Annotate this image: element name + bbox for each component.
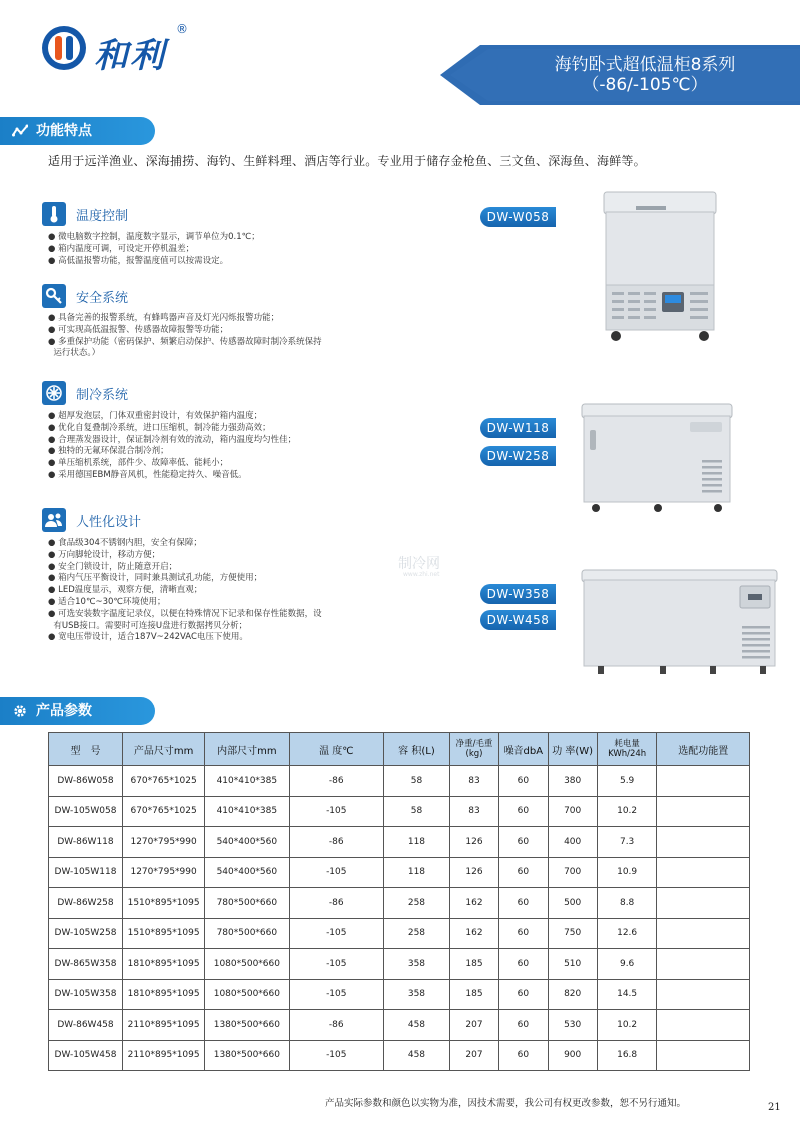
- table-cell: [657, 827, 750, 858]
- list-item: ● 宽电压带设计，适合187V~242VAC电压下使用。: [48, 632, 248, 643]
- table-cell: 1810*895*1095: [123, 949, 205, 980]
- table-cell: -86: [289, 827, 384, 858]
- table-cell: 1080*500*660: [205, 979, 289, 1010]
- table-cell: 700: [548, 796, 597, 827]
- page-number: 21: [768, 1102, 781, 1113]
- table-row: [49, 766, 750, 797]
- table-cell: 1810*895*1095: [123, 979, 205, 1010]
- list-item: ● 可选安装数字温度记录仪，以便在特殊情况下记录和保存性能数据，设: [48, 608, 322, 619]
- list-item: ● 安全门锁设计，防止随意开启；: [48, 561, 178, 572]
- users-icon: [42, 508, 66, 532]
- table-cell: 207: [449, 1010, 498, 1041]
- list-item: ● 食品级304不锈钢内胆，安全有保障；: [48, 538, 202, 548]
- list-item: ● 具备完善的报警系统，有蜂鸣器声音及灯光闪烁报警功能；: [48, 313, 280, 323]
- table-cell: [657, 979, 750, 1010]
- snowflake-icon: [42, 381, 66, 405]
- table-cell: DW-86W258: [49, 888, 123, 919]
- table-cell: 458: [384, 1040, 450, 1071]
- table-row: [49, 1040, 750, 1071]
- table-cell: 1270*795*990: [123, 827, 205, 858]
- table-cell: DW-86W458: [49, 1010, 123, 1041]
- product-image-w358-w458: [578, 566, 783, 678]
- list-item: ● 合理蒸发器设计，保证制冷剂有效的流动，箱内温度均匀性佳；: [48, 434, 297, 445]
- table-cell: [657, 888, 750, 919]
- table-cell: 185: [449, 949, 498, 980]
- table-cell: 60: [499, 979, 548, 1010]
- section-params-header: [0, 697, 155, 725]
- table-header-row: [49, 733, 750, 766]
- table-cell: 207: [449, 1040, 498, 1071]
- model-tag: DW-W358: [480, 584, 556, 604]
- model-tag: DW-W058: [480, 207, 556, 227]
- table-cell: 162: [449, 888, 498, 919]
- table-cell: 900: [548, 1040, 597, 1071]
- table-cell: [657, 857, 750, 888]
- table-cell: DW-105W118: [49, 857, 123, 888]
- feature-safety-list: [48, 313, 322, 360]
- table-cell: -105: [289, 1040, 384, 1071]
- table-cell: 126: [449, 857, 498, 888]
- table-cell: 162: [449, 918, 498, 949]
- list-item: ● 多重保护功能（密码保护、频繁启动保护、传感器故障时制冷系统保持: [48, 336, 322, 347]
- registered-mark: ®: [176, 22, 188, 36]
- brand-name: 和利: [94, 36, 166, 76]
- table-cell: 540*400*560: [205, 827, 289, 858]
- table-row: [49, 1010, 750, 1041]
- table-cell: 60: [499, 857, 548, 888]
- table-cell: 118: [384, 857, 450, 888]
- table-cell: 60: [499, 1010, 548, 1041]
- feature-title: 人性化设计: [76, 515, 142, 530]
- table-cell: 10.9: [597, 857, 657, 888]
- table-cell: [657, 1040, 750, 1071]
- list-item: ● 万向脚轮设计，移动方便；: [48, 549, 161, 560]
- table-cell: 10.2: [597, 796, 657, 827]
- table-cell: DW-86W118: [49, 827, 123, 858]
- list-item: ● 独特的无氟环保混合制冷剂；: [48, 446, 169, 457]
- table-cell: 750: [548, 918, 597, 949]
- table-cell: 1380*500*660: [205, 1040, 289, 1071]
- col-energy: 耗电量 KWh/24h: [597, 733, 657, 766]
- feature-user-design-list: [48, 538, 322, 644]
- table-cell: 530: [548, 1010, 597, 1041]
- table-cell: 60: [499, 888, 548, 919]
- table-cell: 83: [449, 796, 498, 827]
- list-item: ● 可实现高低温报警、传感器故障报警等功能；: [48, 324, 229, 335]
- intro-text: 适用于远洋渔业、深海捕捞、海钓、生鲜料理、酒店等行业。专业用于储存金枪鱼、三文鱼、深海鱼、海鲜等。: [48, 154, 646, 168]
- table-cell: 60: [499, 949, 548, 980]
- col-volume: 容 积(L): [384, 733, 450, 766]
- table-cell: DW-105W358: [49, 979, 123, 1010]
- table-cell: 185: [449, 979, 498, 1010]
- table-cell: DW-105W258: [49, 918, 123, 949]
- section-features-header: [0, 117, 155, 145]
- table-cell: 14.5: [597, 979, 657, 1010]
- list-item: ● 箱内气压平衡设计，同时兼具测试孔功能，方便使用；: [48, 573, 263, 584]
- table-cell: -86: [289, 1010, 384, 1041]
- table-cell: 400: [548, 827, 597, 858]
- table-cell: 12.6: [597, 918, 657, 949]
- table-cell: 410*410*385: [205, 766, 289, 797]
- feature-refrigeration-list: [48, 411, 296, 482]
- table-cell: 1080*500*660: [205, 949, 289, 980]
- list-item: ● 采用德国EBM静音风机，性能稳定持久、噪音低。: [48, 469, 247, 480]
- list-item: ● 箱内温度可调，可设定开停机温差；: [48, 243, 195, 254]
- table-row: [49, 796, 750, 827]
- col-weight: 净重/毛重 (kg): [449, 733, 498, 766]
- table-row: [49, 918, 750, 949]
- table-cell: 510: [548, 949, 597, 980]
- product-image-w118-w258: [578, 400, 738, 518]
- table-cell: 780*500*660: [205, 918, 289, 949]
- table-cell: -105: [289, 857, 384, 888]
- feature-temperature-list: [48, 232, 260, 267]
- title-banner: [440, 45, 800, 105]
- table-cell: -105: [289, 796, 384, 827]
- col-config: 选配功能置: [657, 733, 750, 766]
- table-row: [49, 857, 750, 888]
- table-cell: DW-865W358: [49, 949, 123, 980]
- list-item: 有USB接口。需要时可连接U盘进行数据拷贝分析；: [53, 620, 248, 631]
- table-cell: -105: [289, 949, 384, 980]
- col-noise: 噪音dbA: [499, 733, 548, 766]
- spec-table: [48, 732, 750, 1071]
- table-cell: 60: [499, 827, 548, 858]
- table-cell: 58: [384, 766, 450, 797]
- col-temp: 温 度℃: [289, 733, 384, 766]
- gear-icon: [12, 704, 28, 718]
- table-cell: -86: [289, 888, 384, 919]
- table-cell: 60: [499, 918, 548, 949]
- table-cell: 7.3: [597, 827, 657, 858]
- model-tag: DW-W458: [480, 610, 556, 630]
- table-cell: 2110*895*1095: [123, 1040, 205, 1071]
- table-cell: DW-105W058: [49, 796, 123, 827]
- section-features-label: 功能特点: [36, 123, 92, 139]
- table-cell: 258: [384, 888, 450, 919]
- table-cell: [657, 766, 750, 797]
- table-cell: 2110*895*1095: [123, 1010, 205, 1041]
- table-cell: 60: [499, 766, 548, 797]
- table-cell: 8.8: [597, 888, 657, 919]
- table-cell: 380: [548, 766, 597, 797]
- table-cell: 670*765*1025: [123, 796, 205, 827]
- table-cell: 10.2: [597, 1010, 657, 1041]
- table-cell: 16.8: [597, 1040, 657, 1071]
- list-item: ● 适合10℃~30℃环境使用；: [48, 596, 166, 607]
- table-row: [49, 949, 750, 980]
- key-icon: [42, 284, 66, 308]
- table-cell: 1380*500*660: [205, 1010, 289, 1041]
- table-row: [49, 979, 750, 1010]
- table-cell: 9.6: [597, 949, 657, 980]
- product-image-w058: [596, 190, 726, 345]
- table-cell: -105: [289, 918, 384, 949]
- brand-logo-icon: [40, 24, 88, 72]
- table-cell: [657, 796, 750, 827]
- table-cell: 780*500*660: [205, 888, 289, 919]
- brand-logo: [40, 22, 200, 74]
- table-cell: DW-105W458: [49, 1040, 123, 1071]
- chart-line-icon: [12, 124, 28, 138]
- col-inner: 内部尺寸mm: [205, 733, 289, 766]
- table-cell: [657, 918, 750, 949]
- table-row: [49, 827, 750, 858]
- table-cell: 60: [499, 1040, 548, 1071]
- model-tag: DW-W118: [480, 418, 556, 438]
- table-cell: 83: [449, 766, 498, 797]
- table-cell: 358: [384, 979, 450, 1010]
- col-power: 功 率(W): [548, 733, 597, 766]
- list-item: ● LED温度显示，观察方便，清晰直观；: [48, 585, 203, 596]
- col-size: 产品尺寸mm: [123, 733, 205, 766]
- list-item: ● 高低温报警功能，报警温度值可以按需设定。: [48, 255, 229, 266]
- list-item: ● 超厚发泡层，门体双重密封设计，有效保护箱内温度；: [48, 411, 263, 421]
- table-cell: 358: [384, 949, 450, 980]
- table-cell: [657, 1010, 750, 1041]
- table-cell: -86: [289, 766, 384, 797]
- table-cell: 540*400*560: [205, 857, 289, 888]
- table-cell: 500: [548, 888, 597, 919]
- table-cell: [657, 949, 750, 980]
- table-cell: 1270*795*990: [123, 857, 205, 888]
- table-cell: -105: [289, 979, 384, 1010]
- table-cell: 118: [384, 827, 450, 858]
- footer-note: 产品实际参数和颜色以实物为准，因技术需要，我公司有权更改参数，恕不另行通知。: [325, 1098, 687, 1109]
- table-cell: 1510*895*1095: [123, 918, 205, 949]
- table-cell: 126: [449, 827, 498, 858]
- feature-title: 安全系统: [76, 291, 129, 306]
- table-row: [49, 888, 750, 919]
- table-cell: DW-86W058: [49, 766, 123, 797]
- feature-title: 温度控制: [76, 209, 129, 224]
- table-cell: 820: [548, 979, 597, 1010]
- watermark-url: www.zhi.net: [403, 571, 440, 578]
- watermark-logo: 制冷网: [398, 556, 440, 572]
- list-item: ● 优化自复叠制冷系统，进口压缩机，制冷能力强劲高效；: [48, 422, 271, 433]
- table-cell: 58: [384, 796, 450, 827]
- list-item: 运行状态。）: [53, 348, 101, 359]
- table-cell: 258: [384, 918, 450, 949]
- feature-title: 制冷系统: [76, 388, 129, 403]
- page-title-line2: （-86/-105℃）: [582, 75, 708, 95]
- model-tag: DW-W258: [480, 446, 556, 466]
- col-model: 型 号: [49, 733, 123, 766]
- list-item: ● 单压缩机系统，部件少、故障率低、能耗小；: [48, 458, 229, 469]
- table-cell: 5.9: [597, 766, 657, 797]
- table-cell: 700: [548, 857, 597, 888]
- list-item: ● 微电脑数字控制，温度数字显示，调节单位为0.1℃；: [48, 232, 260, 242]
- table-cell: 670*765*1025: [123, 766, 205, 797]
- table-cell: 458: [384, 1010, 450, 1041]
- section-params-label: 产品参数: [36, 703, 92, 719]
- page-title-line1: 海钓卧式超低温柜8系列: [554, 55, 736, 75]
- page-title: [510, 55, 780, 95]
- thermometer-icon: [42, 202, 66, 226]
- table-cell: 410*410*385: [205, 796, 289, 827]
- table-cell: 60: [499, 796, 548, 827]
- table-cell: 1510*895*1095: [123, 888, 205, 919]
